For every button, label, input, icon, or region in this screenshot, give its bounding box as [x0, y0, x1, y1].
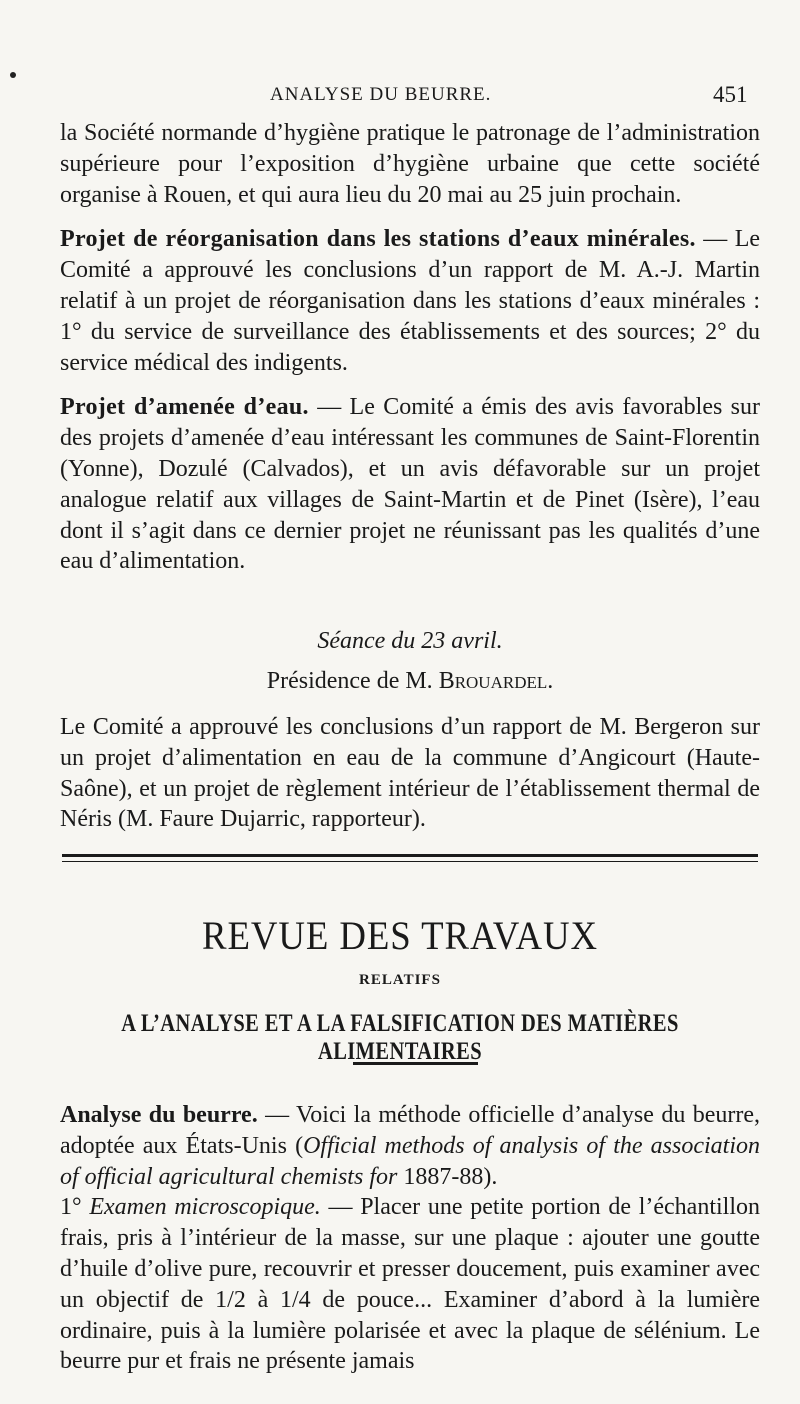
section-divider-top: [62, 854, 758, 857]
intro-text-end: 1887-88).: [397, 1163, 498, 1190]
step-title: Examen microscopique.: [89, 1194, 321, 1221]
paragraph-analyse-intro: [60, 1100, 760, 1192]
analyse-beurre-section: [60, 1100, 760, 1377]
short-rule: [353, 1062, 478, 1065]
presidence-prefix: Présidence de M.: [266, 668, 439, 694]
section-divider-bottom: [62, 861, 758, 862]
seance-date: Séance du 23 avril.: [317, 628, 503, 654]
paragraph-exposition: la Société normande d’hygiène pratique le patronage de l’administration supérieure pour l’exposition d’hygiène urbaine que cette société organise à Rouen, et qui aura lieu du 20 mai au 25 juin prochain.: [60, 120, 760, 208]
section-title: REVUE DES TRAVAUX: [202, 913, 598, 958]
step-body: — Placer une petite portion de l’échantillon frais, pris à l’intérieur de la masse, sur une plaque : ajouter une goutte d’huile d’olive pure, recouvrir et presser doucement, puis examiner avec un objectif de 1/2 à 1/4 de pouce... Examiner d’abord à la lumière ordinaire, puis à la lumière polarisée et avec la plaque de sélénium. Le beurre pur et frais ne présente jamais: [60, 1194, 760, 1375]
running-head: ANALYSE DU BEURRE.: [270, 84, 492, 105]
presidence-line: [60, 666, 760, 697]
margin-dot: [10, 72, 16, 78]
paragraph-amenee: [60, 392, 760, 577]
president-name: Brouardel: [438, 668, 548, 694]
paragraph-body: — Le Comité a approuvé les conclusions d’un rapport de M. A.-J. Martin relatif à un projet de réorganisation dans les stations d’eaux minérales : 1° du service de surveillance des établissements et des sources; 2° du service médical des indigents.: [60, 226, 761, 376]
presidence-suffix: .: [547, 668, 554, 694]
step-number: 1°: [60, 1194, 90, 1221]
paragraph-body: — Le Comité a émis des avis favorables sur des projets d’amenée d’eau intéressant les communes de Saint-Florentin (Yonne), Dozulé (Calvados), et un avis défavorable sur un projet analogue relatif aux villages de Saint-Martin et de Pinet (Isère), l’eau dont il s’agit dans ce dernier projet ne réunissant pas les qualités d’une eau d’alimentation.: [60, 394, 761, 575]
source-title: Official methods of analysis of the association of official agricultural chemists for: [60, 1132, 761, 1190]
paragraph-reorganisation: [60, 224, 760, 378]
paragraph-bergeron: Le Comité a approuvé les conclusions d’un rapport de M. Bergeron sur un projet d’alimentation en eau de la commune d’Angicourt (Haute-Saône), et un projet de règlement intérieur de l’établissement thermal de Néris (M. Faure Dujarric, rapporteur).: [60, 714, 760, 833]
run-in-heading: Projet de réorganisation dans les stations d’eaux minérales.: [60, 226, 696, 253]
page-number: 451: [713, 82, 748, 107]
paragraph-examen: [60, 1192, 760, 1377]
committee-reports: [60, 118, 760, 577]
page-header: [0, 82, 800, 112]
section-subtitle: A L’ANALYSE ET A LA FALSIFICATION DES MATIÈRES ALIMENTAIRES: [121, 1010, 679, 1065]
section-relatifs: RELATIFS: [359, 972, 441, 988]
seance-report: [60, 712, 760, 835]
run-in-heading: Projet d’amenée d’eau.: [60, 394, 309, 421]
run-in-heading: Analyse du beurre.: [60, 1102, 258, 1128]
intro-text: — Voici la méthode officielle d’analyse du beurre, adoptée aux États-Unis (: [60, 1102, 760, 1159]
